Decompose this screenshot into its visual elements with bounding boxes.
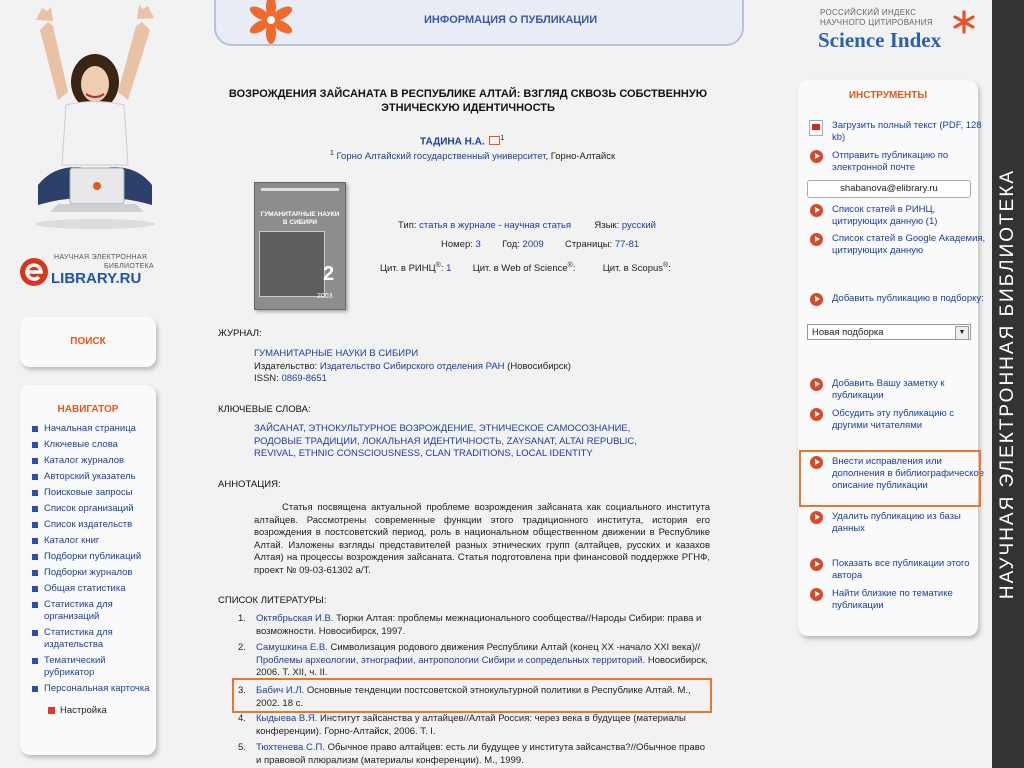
corrections-highlight-box (799, 450, 981, 507)
reference-author-link[interactable]: Самушкина Е.В. (256, 642, 328, 653)
reference-author-link[interactable]: Бабич И.Л. (256, 685, 305, 696)
year-value[interactable]: 2009 (522, 239, 544, 250)
reference-item: 2. Самушкина Е.В. Символизация родового движения Республики Алтай (конец XX -начало XXI века)//Проблемы археологии, этнографии, антропологии Сибири и сопредельных территорий. Новосибирск, 2006. Т. XII, ч. II. (238, 642, 708, 677)
google-citing-list-link[interactable]: Список статей в Google Академия, цитирующих данную (808, 233, 992, 257)
send-email-link[interactable]: Отправить публикацию по электронной почте (808, 150, 992, 174)
similar-publications-link[interactable]: Найти близкие по тематике публикации (808, 588, 992, 612)
rinc-value[interactable]: 1 (446, 263, 452, 275)
delete-publication-link[interactable]: Удалить публикацию из базы данных (808, 511, 992, 535)
rinc-label: Цит. в РИНЦ (380, 263, 436, 275)
journal-name-link[interactable]: ГУМАНИТАРНЫЕ НАУКИ В СИБИРИ (254, 348, 419, 359)
nav-item-subject-rubricator[interactable]: Тематический рубрикатор (20, 655, 156, 679)
meta-number-row (441, 239, 639, 250)
arrow-circle-icon (810, 378, 823, 391)
hero-illustration (18, 0, 168, 235)
lang-value: русский (621, 220, 656, 231)
arrow-circle-icon (810, 408, 823, 421)
arrow-circle-icon (810, 204, 823, 217)
author-line (420, 135, 504, 147)
nav-item-keywords[interactable]: Ключевые слова (20, 439, 156, 451)
cover-year: 2003 (317, 293, 333, 300)
issn-link[interactable]: 0869-8651 (281, 373, 327, 384)
type-label: Тип: (398, 220, 417, 231)
add-to-collection-link[interactable]: Добавить публикацию в подборку: (808, 293, 992, 305)
nav-item-organizations[interactable]: Список организаций (20, 503, 156, 515)
cover-stripe (261, 188, 339, 191)
reference-item: 5. Тюхтенева С.П. Обычное право алтайцев: есть ли будущее у института зайсанства?//Обычное право и правовой плюрализм (материалы конференции). М., 1999. (238, 742, 705, 766)
reference-item-highlighted: 3. Бабич И.Л. Основные тенденции постсоветской этнокультурной политики в Республике Алтай. М., 2002. 18 с. (238, 685, 691, 709)
issn-label: ISSN: (254, 373, 279, 384)
year-label: Год: (502, 239, 520, 250)
journal-block (254, 348, 714, 386)
nav-item-org-stats[interactable]: Статистика для организаций (20, 599, 156, 623)
arrow-circle-icon (810, 558, 823, 571)
tools-title: ИНСТРУМЕНТЫ (848, 90, 928, 101)
collection-select[interactable]: Новая подборка ▼ (807, 324, 971, 340)
search-panel[interactable] (20, 317, 156, 367)
references-heading: СПИСОК ЛИТЕРАТУРЫ: (218, 595, 327, 606)
lang-label: Язык: (594, 220, 620, 231)
journal-cover-image[interactable] (254, 182, 346, 310)
navigator-title: НАВИГАТОР (57, 404, 119, 415)
asterisk-icon (952, 10, 976, 34)
pdf-icon (809, 120, 823, 136)
author-publications-link[interactable]: Показать все публикации этого автора (808, 558, 992, 582)
science-index-logo[interactable]: Science Index (818, 28, 942, 52)
cover-issue: 2 (323, 263, 335, 285)
publication-title: ВОЗРОЖДЕНИЯ ЗАЙСАНАТА В РЕСПУБЛИКЕ АЛТАЙ: ВЗГЛЯД СКВОЗЬ СОБСТВЕННУЮ ЭТНИЧЕСКУЮ ИДЕНТИЧНОСТЬ (228, 88, 708, 114)
reference-source-link[interactable]: Проблемы археологии, этнографии, антропологии Сибири и сопредельных территорий. (256, 654, 646, 666)
science-index-tagline-2: НАУЧНОГО ЦИТИРОВАНИЯ (820, 18, 933, 27)
type-value[interactable]: статья в журнале - научная статья (419, 220, 572, 231)
keywords-list[interactable]: ЗАЙСАНАТ, ЭТНОКУЛЬТУРНОЕ ВОЗРОЖДЕНИЕ, ЭТНИЧЕСКОЕ САМОСОЗНАНИЕ, РОДОВЫЕ ТРАДИЦИИ, ЛОКАЛЬНАЯ ИДЕНТИЧНОСТЬ, ZAYSANAT, ALTAI REPUBLIC, REVIVAL, ETHNIC CONSCIOUSNESS, CLAN TRADITIONS, LOCAL IDENTITY (254, 423, 637, 459)
tools-panel (798, 80, 986, 636)
reference-author-link[interactable]: Октябрьская И.В. (256, 613, 334, 624)
add-note-link[interactable]: Добавить Вашу заметку к публикации (808, 378, 992, 402)
reference-item: 4. Кыдыева В.Я. Институт зайсанства у алтайцев//Алтай Россия: через века в будущее (материалы конференции). Горно-Алтайск, 2006. Т. I. (238, 713, 686, 737)
journal-heading: ЖУРНАЛ: (218, 328, 262, 339)
author-link[interactable]: ТАДИНА Н.А. (420, 136, 485, 148)
banner-text: НАУЧНАЯ ЭЛЕКТРОННАЯ БИБЛИОТЕКА (997, 168, 1019, 600)
reference-author-link[interactable]: Тюхтенева С.П. (256, 742, 325, 753)
flower-icon (243, 0, 299, 48)
nav-item-publishers[interactable]: Список издательств (20, 519, 156, 531)
nav-item-publication-collections[interactable]: Подборки публикаций (20, 551, 156, 563)
cover-title: ГУМАНИТАРНЫЕ НАУКИ В СИБИРИ (260, 211, 340, 226)
annotation-text: Статья посвящена актуальной проблеме возрождения зайсаната как социального института алтайцев. Рассмотрены современные функции этого традиционного института, история его возрождения в постсоветский период, роль в национальном общественном движении в Республике Алтай. Изложены взгляды представителей разных этнических групп (алтайцев, русских и казахов Алтая) на процессы возрождения зайсаната. Статья подготовлена при финансовой поддержке РГНФ, проект № 09-03-61302 а/Т. (254, 502, 710, 576)
publisher-city: (Новосибирск) (507, 360, 571, 372)
keywords-heading: КЛЮЧЕВЫЕ СЛОВА: (218, 404, 311, 415)
arrow-circle-icon (810, 150, 823, 163)
elibrary-logo[interactable] (18, 250, 168, 290)
reference-item: 1. Октябрьская И.В. Тюрки Алтая: проблемы межнационального сообщества//Народы Сибири: права и возможности. Новосибирск, 1997. (238, 613, 702, 637)
annotation-heading: АННОТАЦИЯ: (218, 479, 281, 490)
arrow-circle-icon (810, 233, 823, 246)
corrections-link[interactable]: Внести исправления или дополнения в библиографическое описание публикации (808, 456, 992, 492)
arrow-circle-icon (810, 293, 823, 306)
elibrary-tagline-2: БИБЛИОТЕКА (104, 263, 154, 270)
nav-item-home[interactable]: Начальная страница (20, 423, 156, 435)
cover-illustration (259, 231, 325, 297)
elibrary-brand: LIBRARY.RU (51, 270, 142, 287)
affiliation-line (330, 150, 615, 162)
elibrary-tagline-1: НАУЧНАЯ ЭЛЕКТРОННАЯ (54, 254, 148, 261)
arrow-circle-icon (810, 511, 823, 524)
nav-item-publisher-stats[interactable]: Статистика для издательства (20, 627, 156, 651)
nav-item-settings[interactable]: Настройка (20, 705, 156, 716)
meta-type-row (398, 220, 656, 231)
email-icon[interactable] (489, 136, 500, 145)
number-label: Номер: (441, 239, 473, 250)
author-superscript: 1 (500, 135, 505, 142)
vertical-banner (992, 0, 1024, 768)
nav-item-journal-collections[interactable]: Подборки журналов (20, 567, 156, 579)
rinc-citing-list-link[interactable]: Список статей в РИНЦ, цитирующих данную (1) (808, 204, 992, 228)
number-value[interactable]: 3 (475, 239, 481, 250)
pages-value: 77-81 (614, 239, 640, 250)
download-pdf-link[interactable]: Загрузить полный текст (PDF, 128 kb) (808, 120, 992, 144)
page-title: ИНФОРМАЦИЯ О ПУБЛИКАЦИИ (424, 14, 598, 26)
pages-label: Страницы: (564, 239, 613, 250)
publisher-link[interactable]: Издательство Сибирского отделения РАН (319, 360, 505, 372)
affiliation-link[interactable]: Горно Алтайский государственный университет (336, 151, 546, 163)
search-link[interactable]: ПОИСК (70, 336, 106, 347)
meta-citation-row: Цит. в РИНЦ®: 1 Цит. в Web of Science®: Цит. в Scopus®: (380, 262, 671, 275)
wos-label: Цит. в Web of Science (472, 263, 568, 275)
nav-item-journal-catalog[interactable]: Каталог журналов (20, 455, 156, 467)
nav-item-search-queries[interactable]: Поисковые запросы (20, 487, 156, 499)
nav-item-personal-card[interactable]: Персональная карточка (20, 683, 156, 695)
reference-author-link[interactable]: Кыдыева В.Я. (256, 713, 318, 724)
nav-item-book-catalog[interactable]: Каталог книг (20, 535, 156, 547)
affiliation-city: , Горно-Алтайск (545, 151, 616, 163)
nav-item-general-stats[interactable]: Общая статистика (20, 583, 156, 595)
navigator-panel (20, 385, 156, 755)
affiliation-superscript: 1 (330, 150, 334, 157)
chevron-down-icon[interactable]: ▼ (955, 326, 969, 340)
nav-item-author-index[interactable]: Авторский указатель (20, 471, 156, 483)
publisher-label: Издательство: (254, 360, 318, 372)
discuss-link[interactable]: Обсудить эту публикацию с другими читателями (808, 408, 992, 432)
email-input[interactable]: shabanova@elibrary.ru (807, 180, 971, 198)
scopus-label: Цит. в Scopus (602, 263, 664, 275)
arrow-circle-icon (810, 588, 823, 601)
science-index-tagline-1: РОССИЙСКИЙ ИНДЕКС (820, 8, 917, 17)
reference-highlight-box (232, 678, 712, 713)
